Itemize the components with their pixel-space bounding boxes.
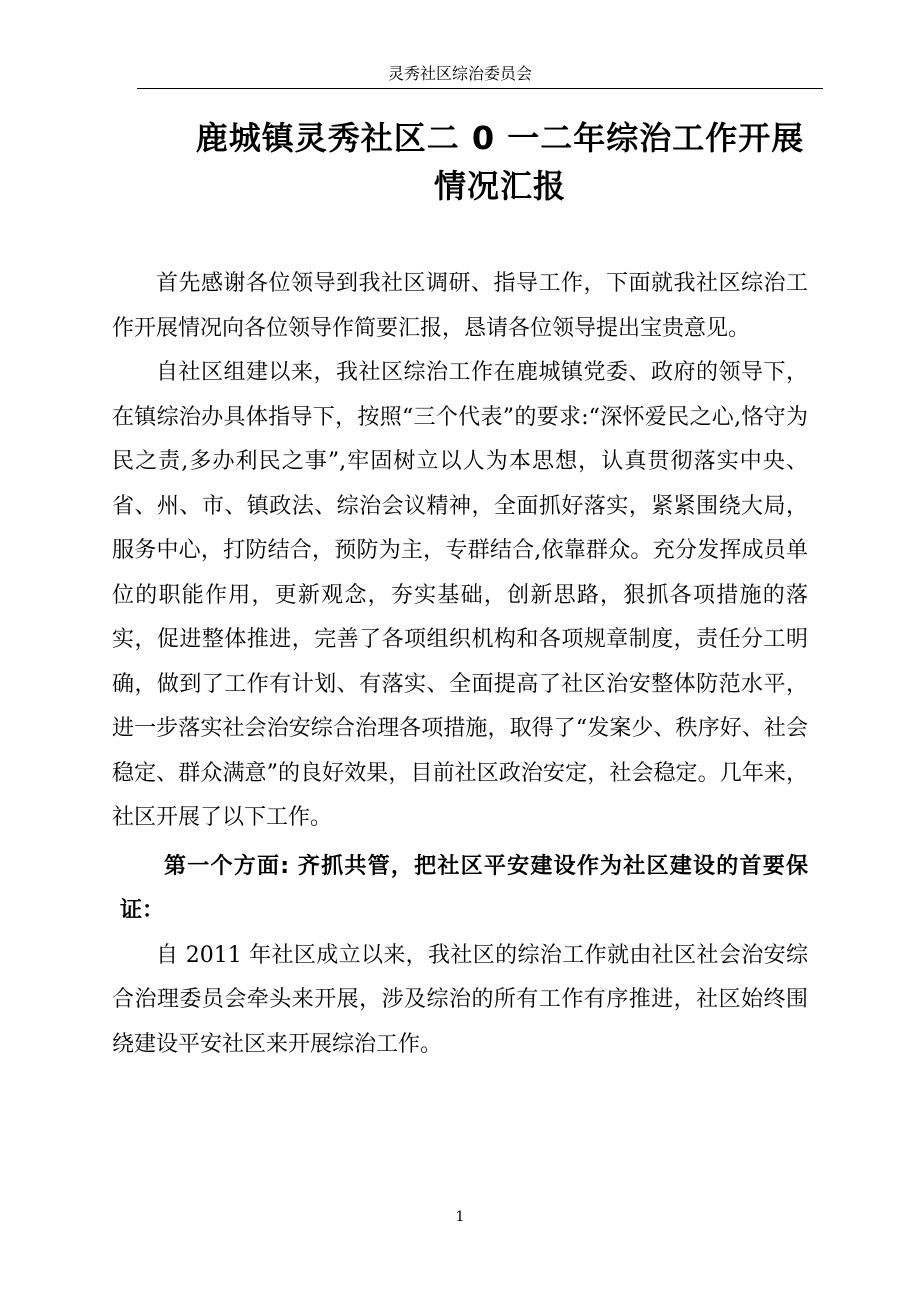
paragraph-overview: 自社区组建以来，我社区综治工作在鹿城镇党委、政府的领导下，在镇综治办具体指导下，按照“三个代表”的要求:“深怀爱民之心,恪守为民之责,多办利民之事”,牢固树立以人为本思想，认真贯彻落实中央、省、州、市、镇政法、综治会议精神，全面抓好落实，紧紧围绕大局，服务中心，打防结合，预防为主，专群结合,依靠群众。充分发挥成员单位的职能作用，更新观念，夯实基础，创新思路，狠抓各项措施的落实，促进整体推进，完善了各项组织机构和各项规章制度，责任分工明确，做到了工作有计划、有落实、全面提高了社区治安整体防范水平，进一步落实社会治安综合治理各项措施，取得了“发案少、秩序好、社会稳定、群众满意”的良好效果，目前社区政治安定，社会稳定。几年来，社区开展了以下工作。	[112, 360, 808, 830]
document-body	[112, 262, 808, 1067]
title-line-2: 情况汇报	[433, 167, 566, 205]
header-divider	[137, 88, 823, 89]
paragraph-section-1: 自 2011 年社区成立以来，我社区的综治工作就由社区社会治安综合治理委员会牵头来开展，涉及综治的所有工作有序推进，社区始终围绕建设平安社区来开展综治工作。	[112, 942, 808, 1057]
document-title	[110, 114, 890, 210]
paragraph-intro: 首先感谢各位领导到我社区调研、指导工作，下面就我社区综治工作开展情况向各位领导作简要汇报，恳请各位领导提出宝贵意见。	[112, 271, 808, 341]
section-heading: 第一个方面: 齐抓共管，把社区平安建设作为社区建设的首要保证：	[120, 853, 808, 923]
title-line-1: 鹿城镇灵秀社区二 0 一二年综治工作开展	[195, 119, 805, 157]
page-header: 灵秀社区综治委员会	[387, 64, 532, 83]
page-number: 1	[455, 1209, 465, 1225]
